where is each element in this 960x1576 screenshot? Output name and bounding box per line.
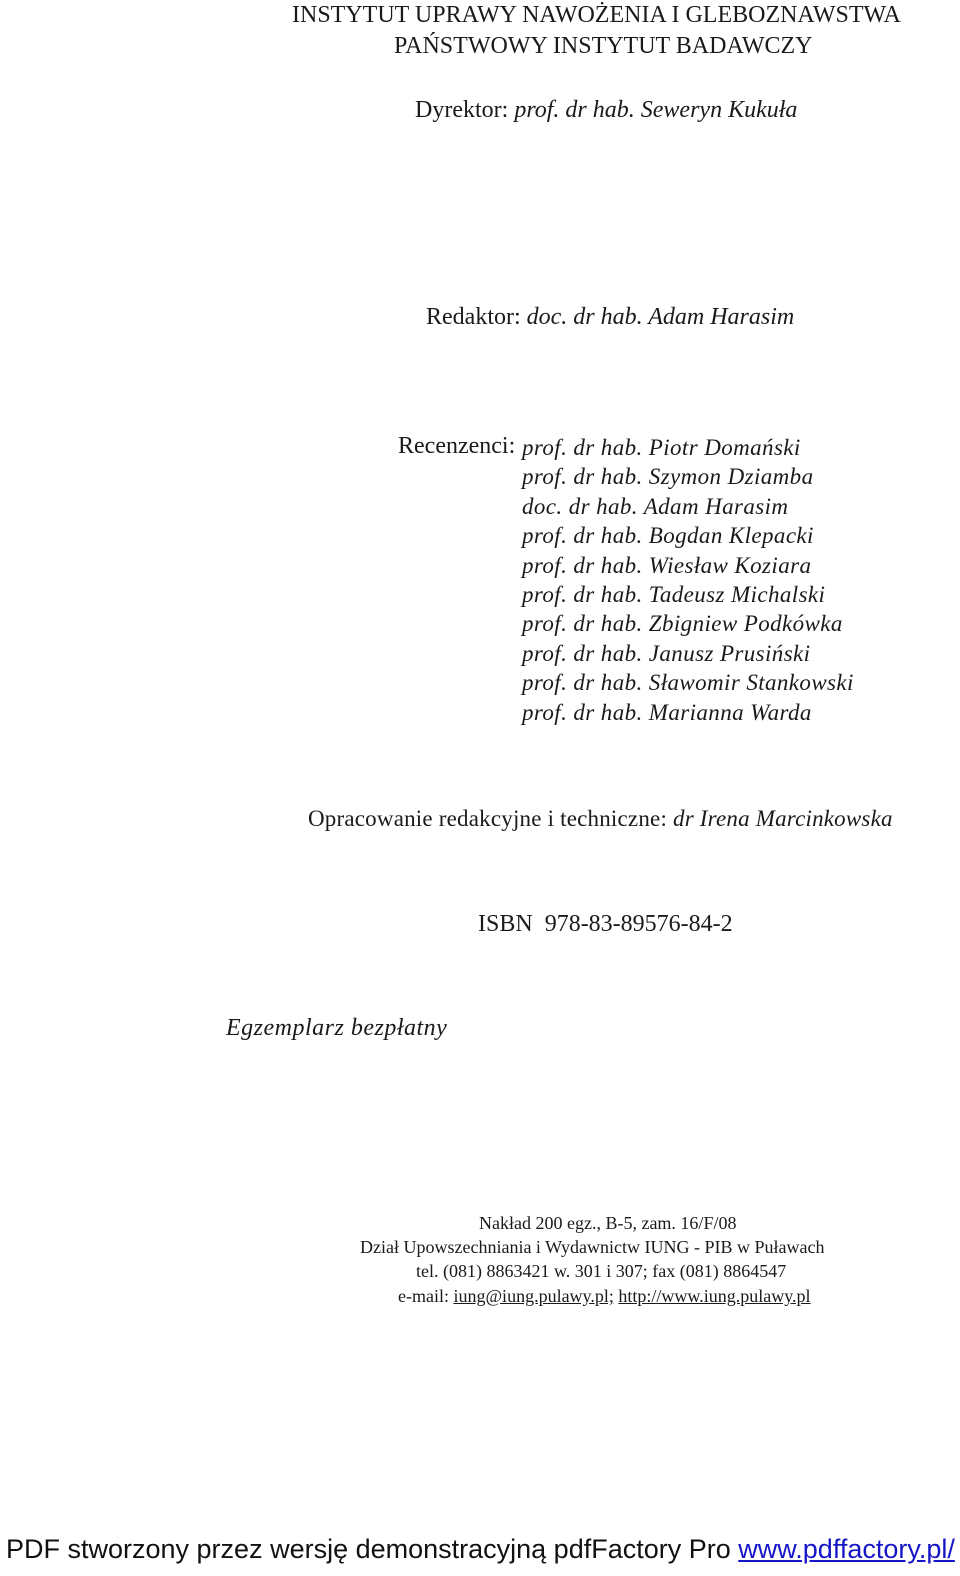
pdf-watermark-banner: [6, 1534, 955, 1565]
reviewer-name: prof. dr hab. Piotr Domański: [522, 435, 801, 460]
reviewer-name: prof. dr hab. Marianna Warda: [522, 699, 812, 725]
imprint-contact-line: [398, 1286, 811, 1307]
isbn-value: 978-83-89576-84-2: [544, 911, 733, 937]
editor-label: Redaktor:: [426, 304, 521, 330]
reviewer-name: prof. dr hab. Szymon Dziamba: [522, 464, 814, 490]
reviewer-name: prof. dr hab. Janusz Prusiński: [522, 640, 811, 666]
imprint-line1: Nakład 200 egz., B-5, zam. 16/F/08: [479, 1213, 737, 1233]
reviewer-name: prof. dr hab. Wiesław Koziara: [522, 552, 812, 578]
institute-name-line1: INSTYTUT UPRAWY NAWOŻENIA I GLEBOZNAWSTWA: [292, 2, 901, 28]
reviewers-label: Recenzenci:: [398, 433, 516, 459]
director-name: prof. dr hab. Seweryn Kukuła: [514, 97, 798, 123]
reviewer-name: prof. dr hab. Tadeusz Michalski: [522, 582, 826, 608]
free-copy-note: Egzemplarz bezpłatny: [226, 1015, 448, 1041]
reviewers-list: [522, 433, 854, 727]
isbn-line: [478, 911, 733, 938]
imprint-line2: Dział Upowszechniania i Wydawnictw IUNG - PIB w Puławach: [360, 1237, 825, 1257]
reviewer-name: prof. dr hab. Zbigniew Podkówka: [522, 611, 843, 637]
editor-line: [426, 304, 794, 331]
director-label: Dyrektor:: [415, 97, 509, 123]
technical-editing-name: dr Irena Marcinkowska: [673, 806, 893, 831]
email-link[interactable]: iung@iung.pulawy.pl;: [453, 1286, 614, 1306]
reviewer-name: doc. dr hab. Adam Harasim: [522, 493, 789, 519]
pdf-banner-text: PDF stworzony przez wersję demonstracyjną pdfFactory Pro: [6, 1534, 731, 1564]
pdffactory-link[interactable]: www.pdffactory.pl/: [738, 1534, 955, 1564]
institute-name-line2: PAŃSTWOWY INSTYTUT BADAWCZY: [394, 33, 813, 59]
technical-editing-label: Opracowanie redakcyjne i techniczne:: [308, 806, 668, 831]
imprint-line3: tel. (081) 8863421 w. 301 i 307; fax (081) 8864547: [416, 1261, 787, 1281]
email-label: e-mail:: [398, 1286, 449, 1306]
website-link[interactable]: http://www.iung.pulawy.pl: [618, 1286, 811, 1306]
isbn-label: ISBN: [478, 911, 533, 937]
director-line: [415, 97, 797, 124]
reviewer-name: prof. dr hab. Bogdan Klepacki: [522, 523, 814, 549]
technical-editing-line: [308, 806, 893, 832]
reviewer-name: prof. dr hab. Sławomir Stankowski: [522, 670, 854, 696]
editor-name: doc. dr hab. Adam Harasim: [526, 304, 795, 330]
